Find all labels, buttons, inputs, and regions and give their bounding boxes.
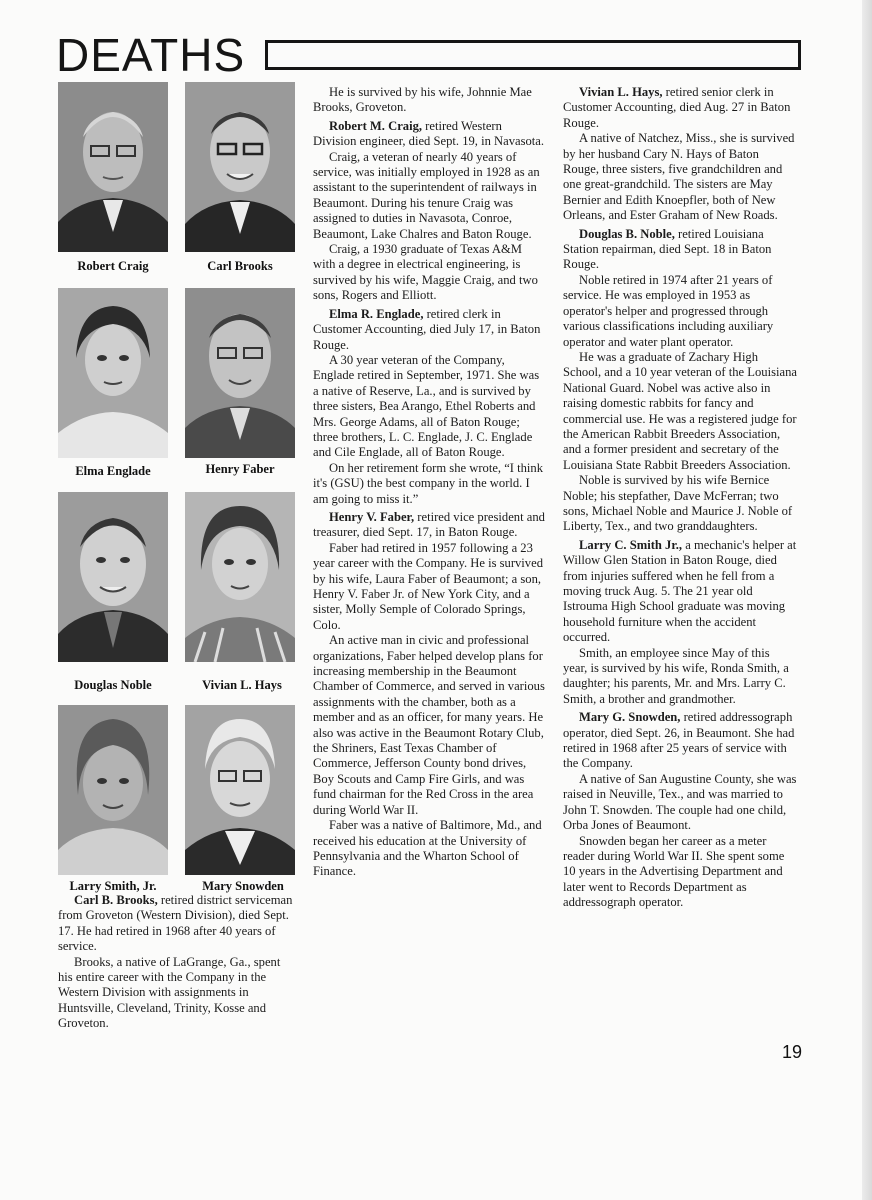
name-robert-craig: Robert M. Craig, xyxy=(329,118,423,133)
section-header xyxy=(56,30,804,80)
page-edge xyxy=(862,0,872,1200)
name-henry-faber: Henry V. Faber, xyxy=(329,509,415,524)
page-number: 19 xyxy=(781,1042,802,1062)
article-craig-p1: Robert M. Craig, retired Western Division engineer, died Sept. 19, in Navasota. xyxy=(313,118,545,149)
article-englade-p3: On her retirement form she wrote, “I think it's (GSU) the best company in the world. I am going to miss it.” xyxy=(313,460,544,506)
portrait-photo-robert-craig xyxy=(58,82,168,252)
caption-elma-englade: Elma Englade xyxy=(75,464,151,478)
caption-vivian-hays: Vivian L. Hays xyxy=(202,678,282,692)
caption-douglas-noble: Douglas Noble xyxy=(74,678,152,692)
name-larry-smith: Larry C. Smith Jr., xyxy=(579,537,683,552)
article-noble-p3: He was a graduate of Zachary High School, and a 10 year veteran of the Louisiana National Guard. Nobel was active also in raising domestic rabbits for fancy and commercial use. He was a registered judge for the American Rabbit Breeders Association, and a former president and secretary of the Louisiana State Rabbit Breeders Association. xyxy=(563,349,797,472)
portrait-photo-henry-faber xyxy=(185,288,295,458)
article-noble-p2: Noble retired in 1974 after 21 years of service. He was employed in 1953 as operator's helper and progressed through various classifications including auxiliary operator and water plant operator. xyxy=(563,272,774,349)
article-faber-p4: Faber was a native of Baltimore, Md., and received his education at the University of Pennsylvania and the Wharton School of Finance. xyxy=(313,818,542,879)
article-englade-p2: A 30 year veteran of the Company, Englade retired in September, 1971. She was a native of Reserve, La., and is survived by three sisters, Bea Arango, Ethel Roberts and Mrs. George Adams, all of Baton Rouge; three brothers, L. C. Englade, J. C. Englade and Cile Englade, all of Baton Rouge. xyxy=(313,352,540,460)
name-elma-englade: Elma R. Englade, xyxy=(329,306,424,321)
article-craig-p2: Craig, a veteran of nearly 40 years of service, was initially employed in 1928 as an assistant to the superintendent of railways in Beaumont. During his tenure Craig was assigned to duties in Navasota, Conroe, Beaumont, Lake Chalres and Baton Rouge. xyxy=(313,149,540,241)
middle-column-text xyxy=(313,85,547,880)
article-faber-p2: Faber had retired in 1957 following a 23 year career with the Company. He is survived by his wife, Laura Faber of Beaumont; a son, Henry V. Faber Jr. of New York City, and a sister, Molly Semple of Colorado Springs, Colo. xyxy=(313,540,543,632)
portrait-photo-mary-snowden xyxy=(185,705,295,875)
article-brooks-p2: Brooks, a native of LaGrange, Ga., spent his entire career with the Company in the Western Division with assignments in Huntsville, Cleveland, Trinity, Kosse and Groveton. xyxy=(58,954,281,1031)
article-englade-p1: Elma R. Englade, retired clerk in Customer Accounting, died July 17, in Baton Rouge. xyxy=(313,306,541,352)
article-craig-p3: Craig, a 1930 graduate of Texas A&M with a degree in electrical engineering, is survived by his wife, Maggie Craig, and two sons, Rogers and Elliott. xyxy=(313,242,538,303)
name-douglas-noble: Douglas B. Noble, xyxy=(579,226,675,241)
portrait-photo-vivian-hays xyxy=(185,492,295,662)
header-rule-box xyxy=(265,40,801,70)
article-smith-p2: Smith, an employee since May of this year, is survived by his wife, Ronda Smith, a daughter; his parents, Mr. and Mrs. Larry C. Smith, a brother and grandmother. xyxy=(563,645,789,706)
article-hays-p2: A native of Natchez, Miss., she is survived by her husband Cary N. Hays of Baton Rouge, three sisters, five grandchildren and one great-grandchild. The sisters are May Bernier and Edith Knoepfler, both of New Orleans, and Ester Graham of New Roads. xyxy=(563,131,795,223)
caption-larry-smith: Larry Smith, Jr. xyxy=(69,879,157,893)
right-column-text xyxy=(563,85,797,911)
name-carl-brooks: Carl B. Brooks, xyxy=(74,893,158,907)
article-brooks-p1: Carl B. Brooks, retired district serviceman from Groveton (Western Division), died Sept. 17. He had retired in 1968 after 40 years of service. xyxy=(58,893,293,954)
article-noble-p4: Noble is survived by his wife Bernice Noble; his stepfather, Dave McFerran; two sons, Michael Noble and Maurice J. Noble of Liberty, Tex., and two granddaughters. xyxy=(563,473,793,534)
article-smith-p1: Larry C. Smith Jr., a mechanic's helper at Willow Glen Station in Baton Rouge, died from injuries suffered when he fell from a moving truck Aug. 5. The 21 year old Istrouma High School graduate was moving household furniture when the accident occurred. xyxy=(563,537,797,645)
article-snowden-p2: A native of San Augustine County, she was raised in Neuville, Tex., and was married to John T. Snowden. The couple had one child, Orba Jones of Beaumont. xyxy=(563,771,797,833)
caption-mary-snowden: Mary Snowden xyxy=(202,879,284,893)
article-faber-p3: An active man in civic and professional organizations, Faber helped develop plans for increasing membership in the Beaumont Chamber of Commerce, and served in various assignments with the chamber, both as a member and as an officer, for many years. He also was active in the Beaumont Rotary Club, the Shriners, East Texas Chamber of Commerce, Jefferson County bond drives, Boy Scouts and Camp Fire Girls, and was fund chairman for the Red Cross in the area during World War II. xyxy=(313,633,545,817)
caption-robert-craig: Robert Craig xyxy=(77,259,149,273)
left-column-text xyxy=(58,893,294,1032)
name-mary-snowden: Mary G. Snowden, xyxy=(579,710,681,725)
portrait-photo-carl-brooks xyxy=(185,82,295,252)
article-noble-p1: Douglas B. Noble, retired Louisiana Station repairman, died Sept. 18 in Baton Rouge. xyxy=(563,226,772,272)
caption-henry-faber: Henry Faber xyxy=(205,462,275,476)
portrait-photo-elma-englade xyxy=(58,288,168,458)
caption-carl-brooks: Carl Brooks xyxy=(207,259,273,273)
article-snowden-p1: Mary G. Snowden, retired addressograph operator, died Sept. 26, in Beaumont. She had retired in 1968 after 25 years of service with the Company. xyxy=(563,710,795,771)
article-hays-p1: Vivian L. Hays, retired senior clerk in Customer Accounting, died Aug. 27 in Baton Rouge. xyxy=(563,85,791,130)
page-title: DEATHS xyxy=(56,29,246,81)
article-brooks-p3: He is survived by his wife, Johnnie Mae Brooks, Groveton. xyxy=(313,85,532,115)
portrait-photo-douglas-noble xyxy=(58,492,168,662)
name-vivian-hays: Vivian L. Hays, xyxy=(579,85,663,99)
portrait-photo-larry-smith xyxy=(58,705,168,875)
article-faber-p1: Henry V. Faber, retired vice president and treasurer, died Sept. 17, in Baton Rouge. xyxy=(313,509,545,540)
article-snowden-p3: Snowden began her career as a meter reader during World War II. She spent some 10 years in the Advertising Department and later went to Records Department as addressograph operator. xyxy=(563,833,785,910)
